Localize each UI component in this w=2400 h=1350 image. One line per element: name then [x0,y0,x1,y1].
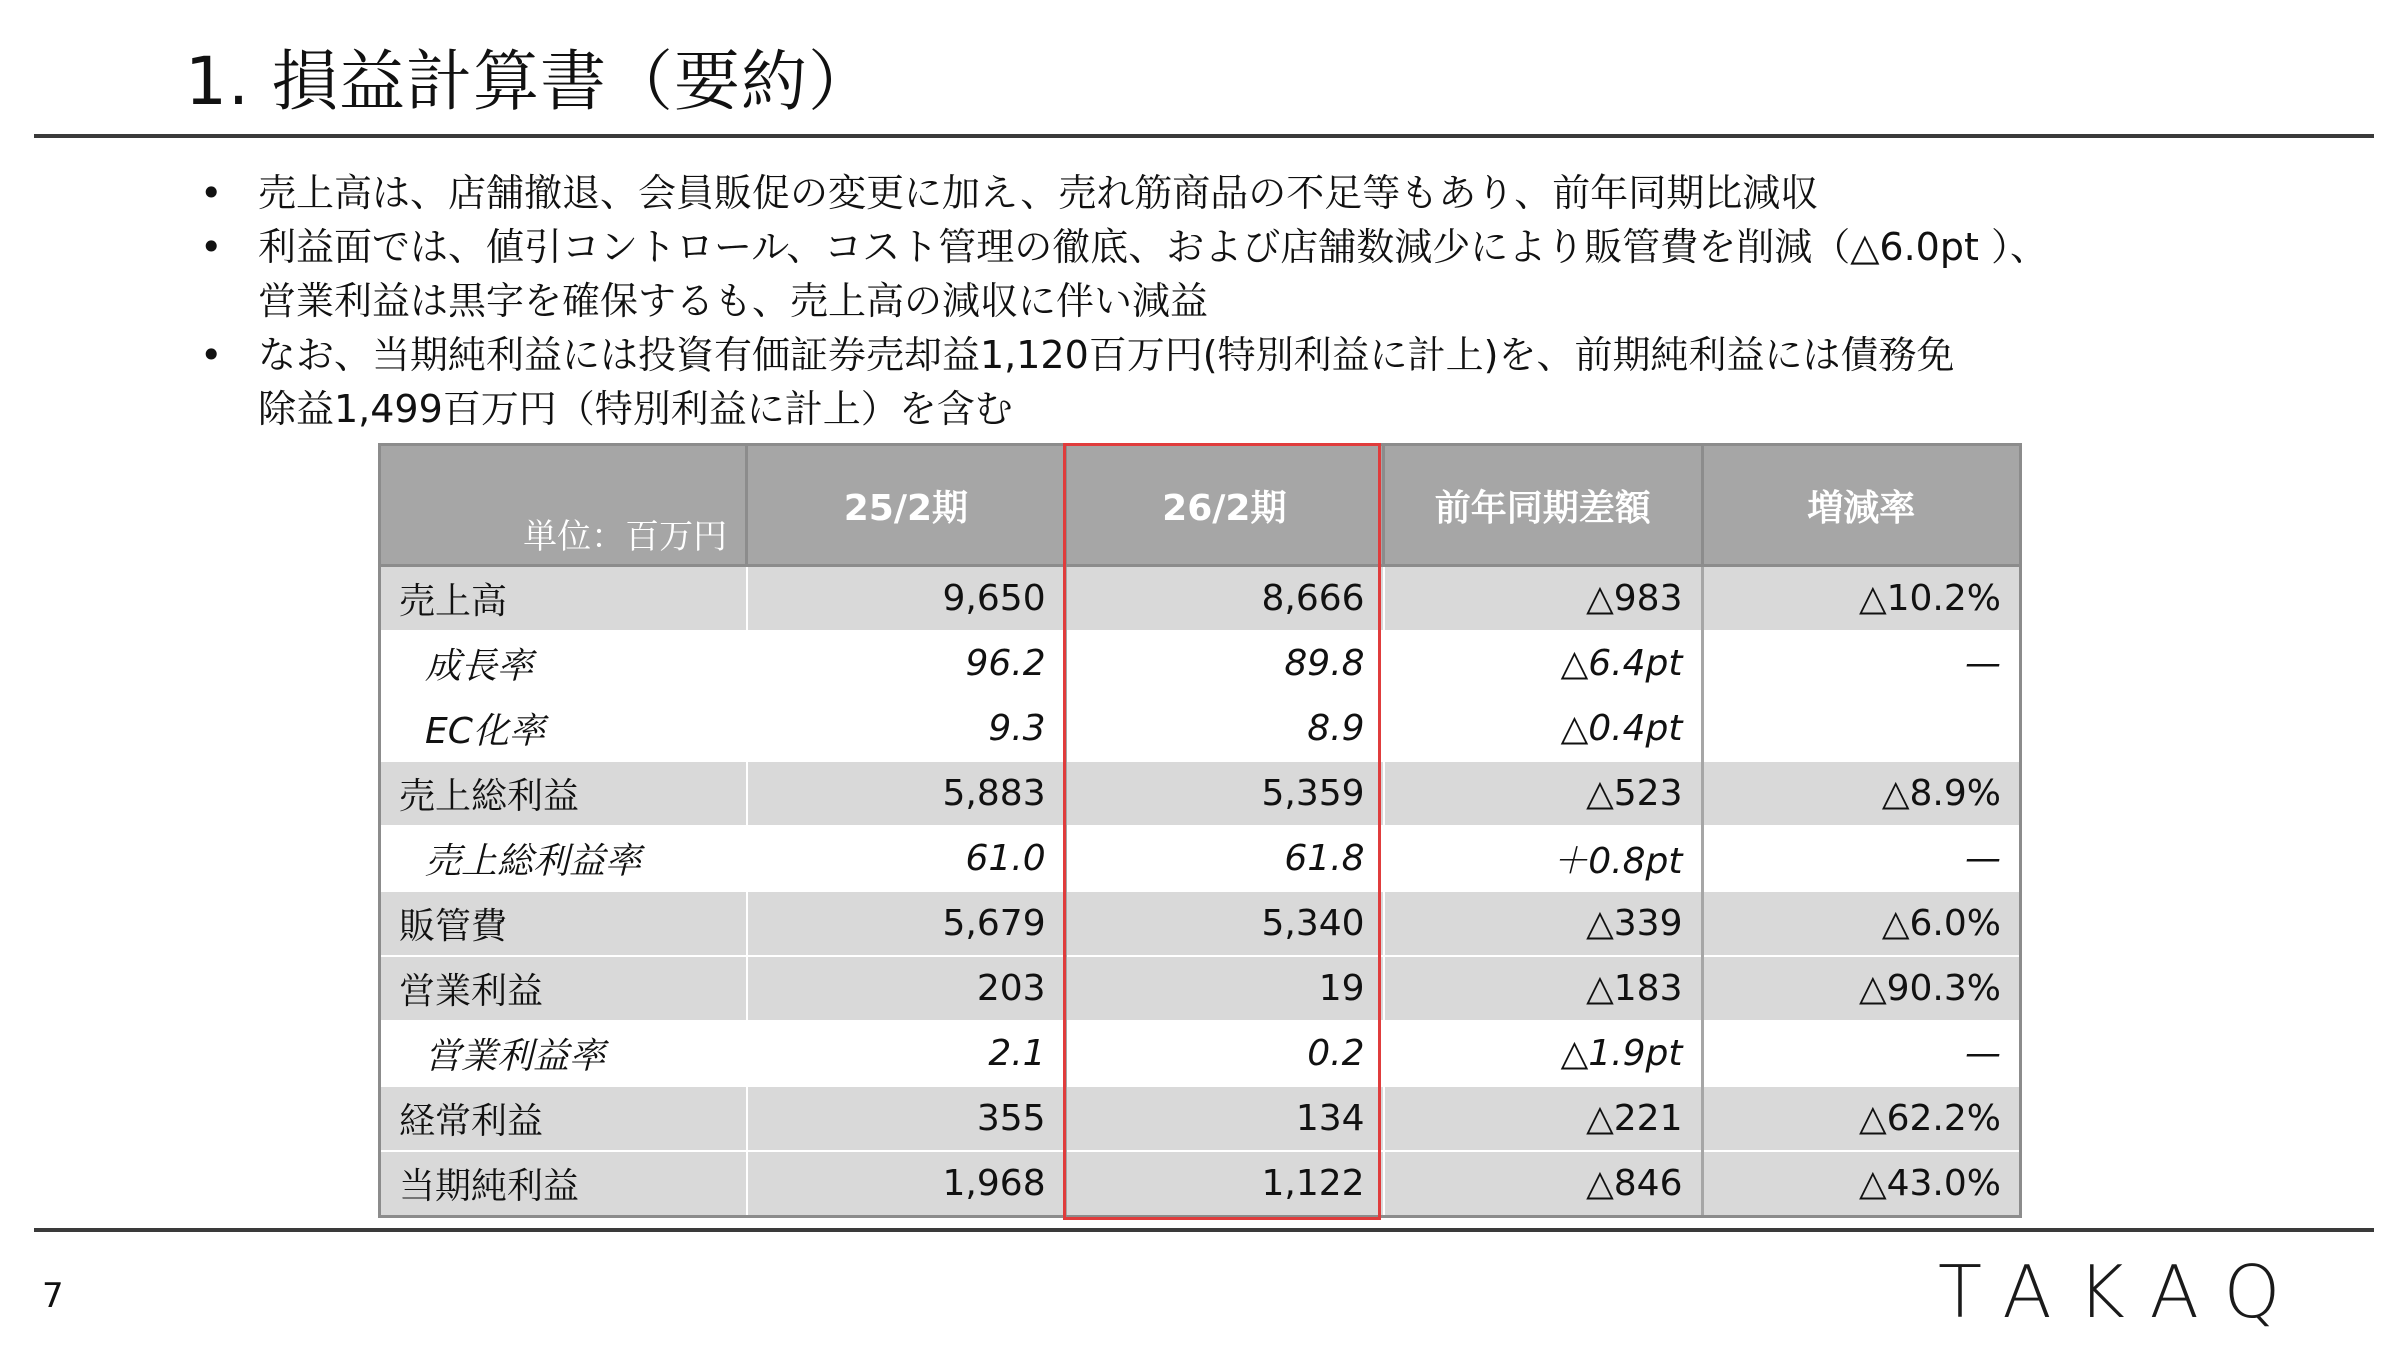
cell-change-rate: — [1702,826,2021,891]
footer-divider [34,1228,2374,1232]
cell-current-period: 8.9 [1065,696,1383,761]
column-header: 前年同期差額 [1384,445,1702,566]
cell-current-period: 134 [1065,1086,1383,1151]
cell-yoy-difference: △339 [1384,891,1702,956]
bullet-line: 売上高は、店舗撤退、会員販促の変更に加え、売れ筋商品の不足等もあり、前年同期比減収 [258,171,1819,215]
cell-current-period: 5,359 [1065,761,1383,826]
summary-bullets [200,166,2340,436]
cell-change-rate: — [1702,1021,2021,1086]
cell-prev-period: 2.1 [747,1021,1065,1086]
row-label: 成長率 [380,631,747,696]
bullet-item [200,166,2340,220]
column-header: 増減率 [1702,445,2021,566]
cell-yoy-difference: △183 [1384,956,1702,1021]
bullet-line: 営業利益は黒字を確保するも、売上高の減収に伴い減益 [258,279,1209,323]
table-header-row [380,445,2021,566]
bullet-line: 除益1,499百万円（特別利益に計上）を含む [258,387,1013,431]
cell-prev-period: 5,679 [747,891,1065,956]
company-logo: TAKAQ [1938,1250,2307,1334]
cell-yoy-difference: △846 [1384,1151,1702,1217]
cell-current-period: 19 [1065,956,1383,1021]
cell-change-rate: △43.0% [1702,1151,2021,1217]
cell-current-period: 0.2 [1065,1021,1383,1086]
unit-label: 単位：百万円 [380,445,747,566]
table-row [380,956,2021,1021]
cell-yoy-difference: △221 [1384,1086,1702,1151]
table-row [380,566,2021,632]
cell-prev-period: 9.3 [747,696,1065,761]
cell-change-rate: △8.9% [1702,761,2021,826]
cell-current-period: 5,340 [1065,891,1383,956]
title-divider [34,134,2374,138]
row-label: 営業利益 [380,956,747,1021]
row-label: 当期純利益 [380,1151,747,1217]
row-label: 売上総利益 [380,761,747,826]
cell-yoy-difference: ＋0.8pt [1384,826,1702,891]
page-title: 1. 損益計算書（要約） [185,43,875,120]
cell-change-rate: — [1702,631,2021,696]
row-label: 販管費 [380,891,747,956]
row-label: 売上高 [380,566,747,632]
cell-current-period: 61.8 [1065,826,1383,891]
table-row [380,891,2021,956]
cell-yoy-difference: △983 [1384,566,1702,632]
table-row [380,696,2021,761]
cell-prev-period: 5,883 [747,761,1065,826]
cell-current-period: 8,666 [1065,566,1383,632]
row-label: 経常利益 [380,1086,747,1151]
cell-current-period: 89.8 [1065,631,1383,696]
cell-prev-period: 61.0 [747,826,1065,891]
bullet-item [200,328,2340,436]
row-label: 営業利益率 [380,1021,747,1086]
cell-change-rate: △10.2% [1702,566,2021,632]
income-statement-table [378,443,2022,1218]
bullet-dot-icon: • [200,333,223,377]
row-label: EC化率 [380,696,747,761]
table-row [380,1151,2021,1217]
table-row [380,631,2021,696]
cell-prev-period: 1,968 [747,1151,1065,1217]
cell-prev-period: 9,650 [747,566,1065,632]
column-header: 26/2期 [1065,445,1383,566]
cell-prev-period: 355 [747,1086,1065,1151]
cell-yoy-difference: △1.9pt [1384,1021,1702,1086]
column-header: 25/2期 [747,445,1065,566]
bullet-item [200,220,2340,328]
page-number: 7 [42,1276,64,1316]
bullet-line: 利益面では、値引コントロール、コスト管理の徹底、および店舗数減少により販管費を削減（△6.0pt ）、 [258,225,2048,269]
cell-yoy-difference: △0.4pt [1384,696,1702,761]
cell-change-rate [1702,696,2021,761]
bullet-dot-icon: • [200,225,223,269]
cell-change-rate: △62.2% [1702,1086,2021,1151]
table-row [380,761,2021,826]
cell-yoy-difference: △523 [1384,761,1702,826]
bullet-dot-icon: • [200,171,223,215]
bullet-line: なお、当期純利益には投資有価証券売却益1,120百万円(特別利益に計上)を、前期純利益には債務免 [258,333,1955,377]
cell-change-rate: △6.0% [1702,891,2021,956]
table-row [380,826,2021,891]
cell-change-rate: △90.3% [1702,956,2021,1021]
cell-current-period: 1,122 [1065,1151,1383,1217]
table-row [380,1021,2021,1086]
cell-yoy-difference: △6.4pt [1384,631,1702,696]
cell-prev-period: 203 [747,956,1065,1021]
row-label: 売上総利益率 [380,826,747,891]
cell-prev-period: 96.2 [747,631,1065,696]
table-row [380,1086,2021,1151]
